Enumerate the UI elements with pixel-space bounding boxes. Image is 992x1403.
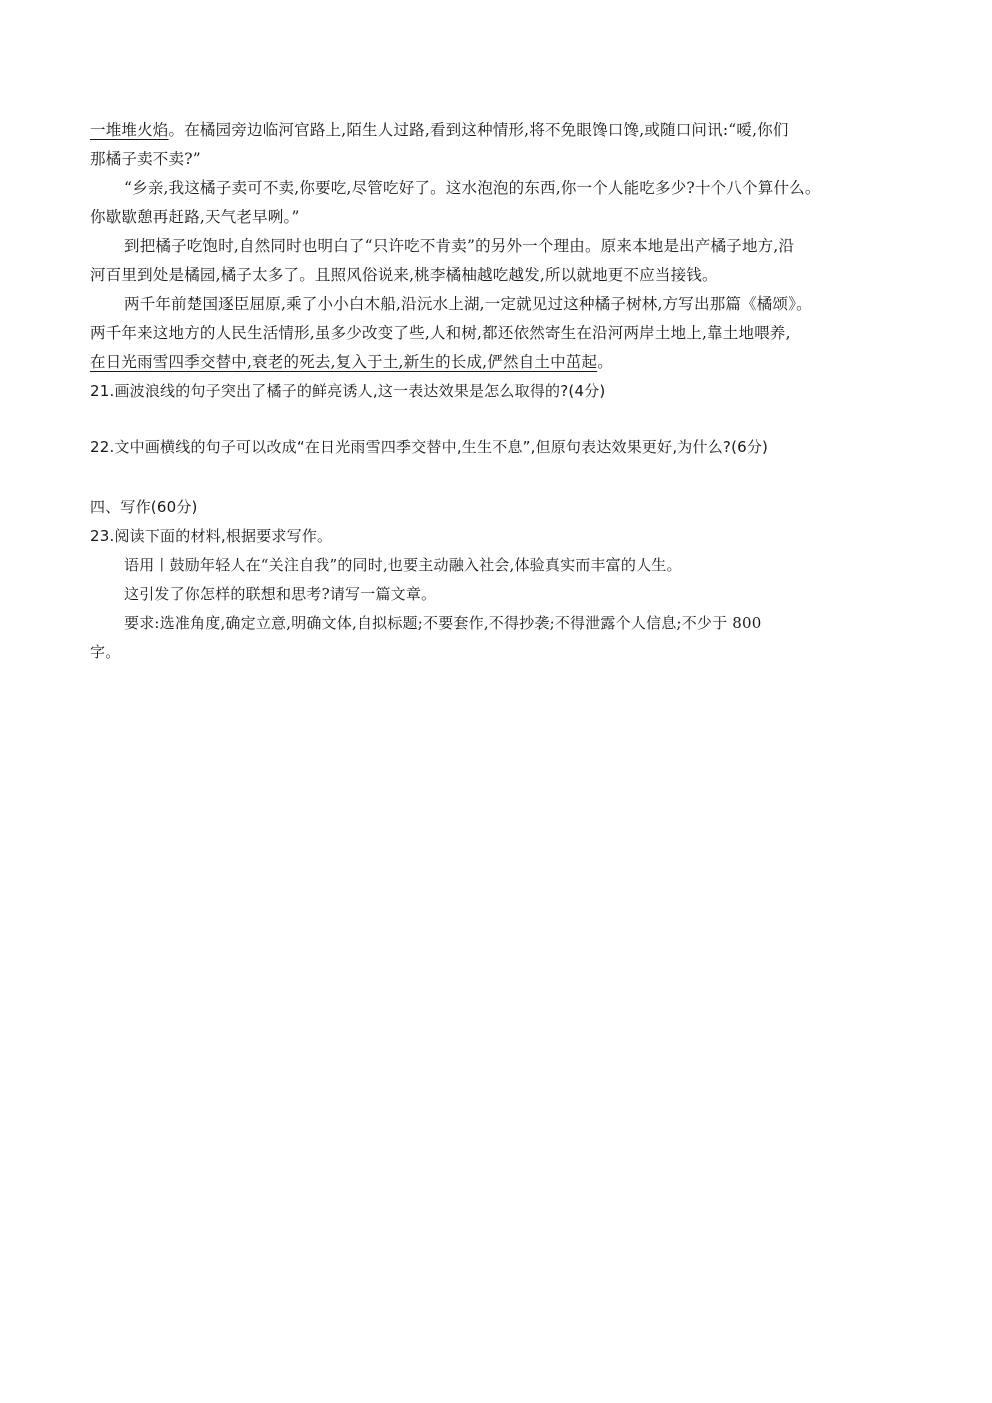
passage-paragraph-4-line-2: 两千年来这地方的人民生活情形,虽多少改变了些,人和树,都还依然寄生在沿河两岸土地上,靠土地喂养, (90, 324, 791, 342)
writing-section-title: 四、写作(60分) (90, 498, 198, 516)
passage-text: 。 (597, 353, 613, 371)
passage-paragraph-3-line-2: 河百里到处是橘园,橘子太多了。且照风俗说来,桃李橘柚越吃越发,所以就地更不应当接钱。 (90, 266, 718, 284)
passage-paragraph-3-line-1: 到把橘子吃饱时,自然同时也明白了“只许吃不肯卖”的另外一个理由。原来本地是出产橘子地方,沿 (124, 237, 795, 255)
document-page (90, 116, 905, 667)
writing-requirements-line-1: 要求:选准角度,确定立意,明确文体,自拟标题;不要套作,不得抄袭;不得泄露个人信息;不少于 800 (124, 614, 762, 632)
question-23: 23.阅读下面的材料,根据要求写作。 (90, 527, 333, 545)
writing-prompt: 这引发了你怎样的联想和思考?请写一篇文章。 (124, 585, 437, 603)
underlined-sentence: 在日光雨雪四季交替中,衰老的死去,复入于土,新生的长成,俨然自土中茁起 (90, 353, 598, 371)
passage-paragraph-1-line-2: 那橘子卖不卖?” (90, 150, 201, 168)
writing-material: 语用丨鼓励年轻人在“关注自我”的同时,也要主动融入社会,体验真实而丰富的人生。 (124, 556, 682, 574)
question-22: 22.文中画横线的句子可以改成“在日光雨雪四季交替中,生生不息”,但原句表达效果更好,为什么?(6分) (90, 438, 769, 456)
writing-requirements-line-2: 字。 (90, 643, 121, 661)
passage-paragraph-4-line-3 (90, 348, 905, 377)
underlined-phrase: 一堆堆火焰 (90, 121, 169, 139)
passage-paragraph-2-line-1: “乡亲,我这橘子卖可不卖,你要吃,尽管吃好了。这水泡泡的东西,你一个人能吃多少?十个八个算什么。 (124, 179, 821, 197)
passage-paragraph-1-line-1 (90, 116, 905, 145)
passage-paragraph-2-line-2: 你歇歇憩再赶路,天气老早咧。” (90, 208, 300, 226)
passage-text: 。在橘园旁边临河官路上,陌生人过路,看到这种情形,将不免眼馋口馋,或随口问讯:“嗳,你们 (168, 121, 789, 139)
passage-paragraph-4-line-1: 两千年前楚国逐臣屈原,乘了小小白木船,沿沅水上湖,一定就见过这种橘子树林,方写出那篇《橘颂》。 (124, 295, 812, 313)
question-21: 21.画波浪线的句子突出了橘子的鲜亮诱人,这一表达效果是怎么取得的?(4分) (90, 382, 606, 400)
